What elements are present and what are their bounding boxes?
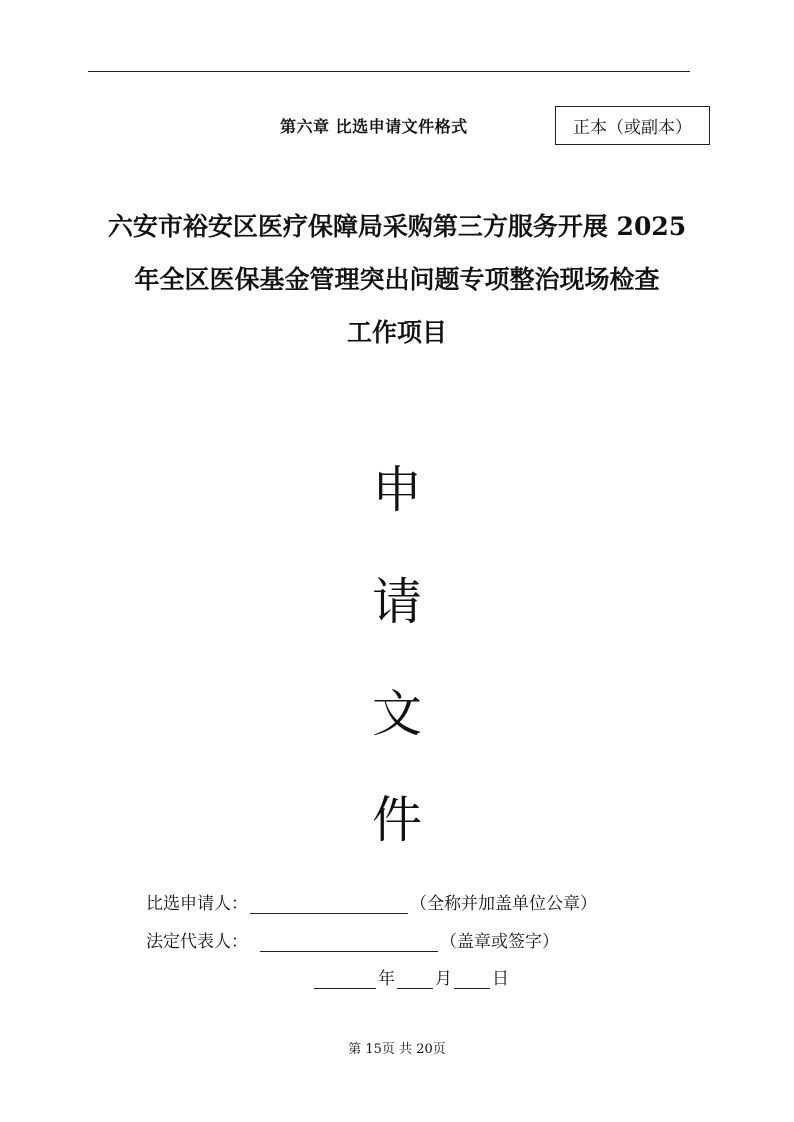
title-line-1: 六安市裕安区医疗保障局采购第三方服务开展 2025 bbox=[107, 212, 687, 241]
doc-type-char-3: 文 bbox=[372, 685, 422, 743]
applicant-note: （全称并加盖单位公章） bbox=[410, 894, 597, 914]
document-title bbox=[60, 200, 734, 359]
header-rule bbox=[88, 71, 690, 72]
chapter-heading: 第六章 比选申请文件格式 bbox=[280, 117, 468, 136]
doc-type-char-2: 请 bbox=[372, 573, 422, 631]
page-number: 第 15页 共 20页 bbox=[348, 1042, 446, 1057]
year-label: 年 bbox=[378, 969, 395, 989]
applicant-label: 比选申请人： bbox=[146, 894, 248, 914]
legal-rep-row bbox=[146, 927, 559, 952]
day-label: 日 bbox=[492, 969, 509, 989]
month-blank[interactable] bbox=[397, 970, 433, 989]
legal-rep-label: 法定代表人： bbox=[146, 932, 248, 952]
doc-type-char-4: 件 bbox=[372, 791, 422, 849]
applicant-row bbox=[146, 889, 597, 914]
title-line-3: 工作项目 bbox=[346, 318, 447, 347]
year-blank[interactable] bbox=[314, 970, 376, 989]
copy-type-box bbox=[555, 106, 710, 145]
date-row bbox=[312, 964, 509, 989]
doc-type-char-1: 申 bbox=[372, 461, 422, 519]
applicant-blank[interactable] bbox=[250, 895, 408, 914]
month-label: 月 bbox=[435, 969, 452, 989]
legal-rep-note: （盖章或签字） bbox=[440, 932, 559, 952]
title-line-2: 年全区医保基金管理突出问题专项整治现场检查 bbox=[134, 265, 660, 294]
copy-type-label: 正本（或副本） bbox=[573, 118, 692, 138]
day-blank[interactable] bbox=[454, 970, 490, 989]
legal-rep-blank[interactable] bbox=[260, 933, 438, 952]
